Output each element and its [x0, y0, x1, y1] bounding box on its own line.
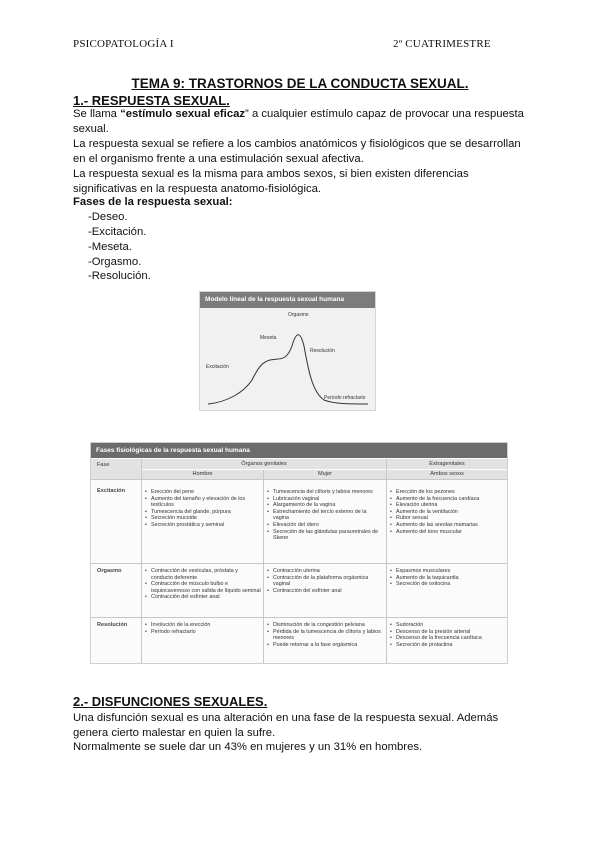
cell-hombre-excitacion	[145, 489, 261, 529]
list-item: • Erección del pene	[145, 489, 261, 496]
phases-table	[90, 442, 508, 664]
table-title: Fases fisiológicas de la respuesta sexual humana	[91, 443, 507, 458]
col-extragenitales: Extragenitales	[387, 459, 507, 469]
page-title: TEMA 9: TRASTORNOS DE LA CONDUCTA SEXUAL.	[131, 76, 469, 91]
list-item: • Aumento de la ventilación	[390, 509, 504, 516]
phase-item: -Meseta.	[88, 241, 132, 253]
header-left: PSICOPATOLOGÍA I	[73, 38, 174, 50]
cell-ambos-excitacion	[390, 489, 504, 535]
list-item: • Tumescencia del glande, púrpura	[145, 509, 261, 516]
list-item: • Aumento de la taquicardia	[390, 575, 504, 582]
cell-hombre-resolucion	[145, 622, 261, 635]
phase-item: -Excitación.	[88, 226, 147, 238]
response-curve-line	[208, 335, 368, 404]
linear-model-figure	[199, 291, 376, 411]
cell-hombre-orgasmo	[145, 568, 261, 601]
list-item: • Erección de los pezones	[390, 489, 504, 496]
list-item: • Secreción de oxitocina	[390, 581, 504, 588]
list-item: • Contracción de la plataforma orgásmica vaginal	[267, 575, 383, 588]
divider	[263, 470, 264, 663]
sub-ambos: Ambos sexos	[387, 470, 507, 479]
list-item: • Lubricación vaginal	[267, 496, 383, 503]
list-item: • Pérdida de la tumescencia de clítoris y labios menores	[267, 629, 383, 642]
label-resolucion: Resolución	[310, 348, 335, 354]
label-refractario: Período refractario	[324, 395, 366, 401]
list-item: • Contracción de músculo bulbo e isquiocavernoso con salida de líquido seminal	[145, 581, 261, 594]
p1-after: ” a cualquier estímulo capaz de provocar una respuesta sexual.	[73, 108, 524, 136]
phase-item: -Resolución.	[88, 270, 151, 282]
header-right: 2º CUATRIMESTRE	[393, 38, 491, 50]
cell-mujer-resolucion	[267, 622, 383, 648]
divider	[91, 479, 507, 480]
list-item: • Período refractario	[145, 629, 261, 636]
cell-mujer-excitacion	[267, 489, 383, 542]
list-item: • Secreción de las glándulas parauretrales de Skene	[267, 529, 383, 542]
section2-heading: 2.- DISFUNCIONES SEXUALES.	[73, 694, 268, 709]
list-item: • Aumento de las areolas mamarias	[390, 522, 504, 529]
list-item: • Secreción de prolactina	[390, 642, 504, 649]
paragraph-prevalence: Normalmente se suele dar un 43% en mujeres y un 31% en hombres.	[73, 741, 423, 753]
divider	[386, 459, 387, 663]
list-item: • Contracción de vesículas, próstata y conducto deferente	[145, 568, 261, 581]
divider	[91, 617, 507, 618]
list-item: • Aumento del tamaño y elevación de los testículos	[145, 496, 261, 509]
list-item: • Contracción del esfínter anal	[267, 588, 383, 595]
list-item: • Elevación del útero	[267, 522, 383, 529]
list-item: • Descenso de la frecuencia cardíaca	[390, 635, 504, 642]
figure-title: Modelo lineal de la respuesta sexual humana	[200, 292, 375, 308]
col-genitales: Órganos genitales	[142, 459, 386, 469]
list-item: • Secreción mucoide	[145, 515, 261, 522]
cell-ambos-orgasmo	[390, 568, 504, 588]
paragraph-disfuncion: Una disfunción sexual es una alteración en una fase de la respuesta sexual. Además genera cierto malestar en quien la sufre.	[73, 712, 499, 740]
label-excitacion: Excitación	[206, 364, 229, 370]
row-phase-excitacion: Excitación	[97, 488, 125, 494]
list-item: • Contracción uterina	[267, 568, 383, 575]
list-item: • Puede retornar a la fase orgásmica	[267, 642, 383, 649]
list-item: • Estrechamiento del tercio externo de la vagina	[267, 509, 383, 522]
phase-item: -Orgasmo.	[88, 256, 142, 268]
row-phase-resolucion: Resolución	[97, 622, 128, 628]
phase-item: -Deseo.	[88, 211, 128, 223]
cell-ambos-resolucion	[390, 622, 504, 648]
section1-heading: 1.- RESPUESTA SEXUAL.	[73, 93, 230, 108]
list-item: • Involución de la erección	[145, 622, 261, 629]
list-item: • Disminución de la congestión pelviana	[267, 622, 383, 629]
list-item: • Aumento de la frecuencia cardíaca	[390, 496, 504, 503]
list-item: • Elevación uterina	[390, 502, 504, 509]
sub-hombre: Hombre	[142, 470, 263, 479]
p1-bold: “estímulo sexual eficaz	[120, 108, 246, 120]
divider	[91, 563, 507, 564]
list-item: • Rubor sexual	[390, 515, 504, 522]
label-orgasmo: Orgasmo	[288, 312, 309, 318]
list-item: • Tumescencia del clítoris y labios menores	[267, 489, 383, 496]
divider	[141, 459, 142, 663]
list-item: • Descenso de la presión arterial	[390, 629, 504, 636]
list-item: • Aumento del tono muscular	[390, 529, 504, 536]
list-item: • Alargamiento de la vagina	[267, 502, 383, 509]
row-phase-orgasmo: Orgasmo	[97, 568, 122, 574]
list-item: • Sudoración	[390, 622, 504, 629]
paragraph-definition: La respuesta sexual se refiere a los cambios anatómicos y fisiológicos que se desarrollan en el organismo frente a una estimulación sexual afectiva.	[73, 138, 521, 166]
cell-mujer-orgasmo	[267, 568, 383, 594]
phases-heading: Fases de la respuesta sexual:	[73, 196, 233, 208]
list-item: • Contracción del esfínter anal	[145, 594, 261, 601]
list-item: • Secreción prostática y seminal	[145, 522, 261, 529]
sub-mujer: Mujer	[264, 470, 386, 479]
label-meseta: Meseta	[260, 335, 277, 341]
list-item: • Espasmos musculares	[390, 568, 504, 575]
p1-before: Se llama	[73, 108, 121, 120]
col-fase: Fase	[91, 459, 141, 479]
paragraph-estimulo	[73, 107, 535, 137]
paragraph-both-sexes: La respuesta sexual es la misma para ambos sexos, si bien existen diferencias significativas en la respuesta anatomo-fisiológica.	[73, 168, 469, 196]
